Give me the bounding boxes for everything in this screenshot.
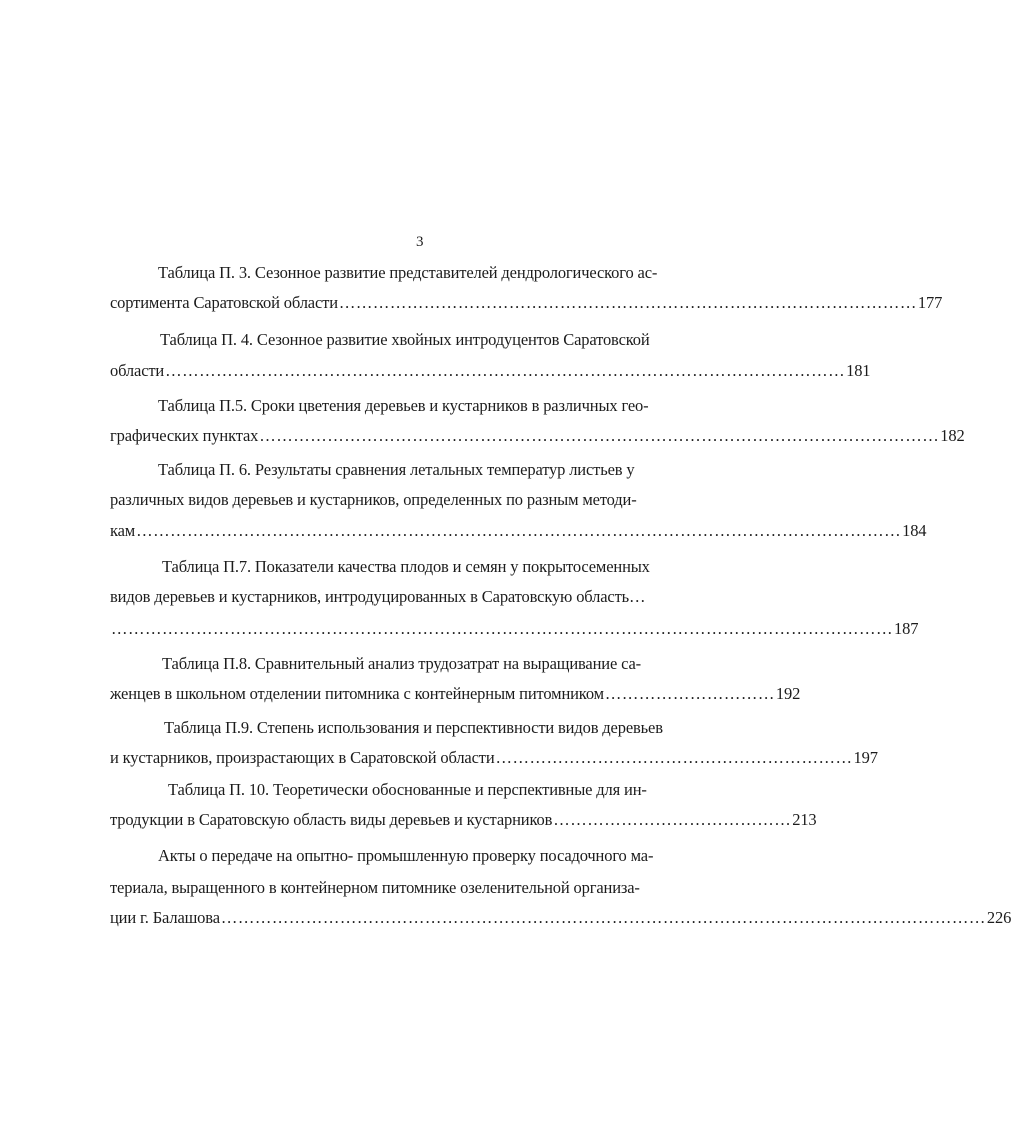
toc-entry-line: Таблица П. 4. Сезонное развитие хвойных интродуцентов Саратовской bbox=[160, 330, 650, 349]
toc-entry-line: Таблица П.8. Сравнительный анализ трудозатрат на выращивание са- bbox=[162, 654, 642, 673]
toc-page-number: 184 bbox=[902, 521, 927, 540]
toc-page-number: 213 bbox=[792, 810, 817, 829]
toc-page-number: 187 bbox=[894, 619, 919, 638]
toc-page-number: 181 bbox=[846, 361, 871, 380]
toc-entry-line: Акты о передаче на опытно- промышленную проверку посадочного ма- bbox=[158, 846, 654, 865]
toc-entry-last-line bbox=[110, 619, 919, 639]
dot-leader: ……………………………………………………………………………………………………………………… bbox=[220, 908, 986, 927]
toc-page-number: 177 bbox=[917, 293, 943, 312]
toc-entry-text: женцев в школьном отделении питомника с контейнерным питомником bbox=[110, 684, 604, 703]
toc-entry-last-line bbox=[110, 810, 817, 830]
dot-leader: ……………………………………………………… bbox=[495, 748, 853, 767]
toc-entry-text: и кустарников, произрастающих в Саратовской области bbox=[110, 748, 495, 767]
dot-leader: ………………………………………………………………………………………… bbox=[338, 293, 917, 312]
dot-leader: ………………………………………………………………………………………………………… bbox=[165, 361, 846, 380]
toc-entry-line: териала, выращенного в контейнерном питомнике озеленительной организа- bbox=[110, 878, 640, 897]
toc-entry-line: Таблица П. 10. Теоретически обоснованные и перспективные для ин- bbox=[168, 780, 647, 799]
toc-entry-last-line bbox=[110, 521, 927, 541]
dot-leader: ………………………………………………………………………………………………………… bbox=[259, 426, 940, 445]
dot-leader: ………………………………………………………………………………………………………………………… bbox=[111, 619, 893, 638]
toc-entry-line: Таблица П. 3. Сезонное развитие представителей дендрологического ас- bbox=[158, 263, 658, 282]
toc-entry-last-line bbox=[110, 748, 878, 768]
toc-page-number: 226 bbox=[986, 908, 1011, 927]
toc-entry-line: Таблица П.5. Сроки цветения деревьев и кустарников в различных гео- bbox=[158, 396, 649, 415]
toc-entry-line: Таблица П. 6. Результаты сравнения летальных температур листьев у bbox=[158, 460, 635, 479]
toc-entry-last-line bbox=[110, 908, 1011, 928]
page-number: 3 bbox=[416, 234, 424, 250]
toc-entry-text: кам bbox=[110, 521, 136, 540]
toc-entry-last-line bbox=[110, 684, 801, 704]
dot-leader: ………………………… bbox=[604, 684, 775, 703]
toc-entry-last-line bbox=[110, 293, 943, 313]
toc-page-number: 182 bbox=[940, 426, 965, 445]
toc-page-number: 192 bbox=[775, 684, 801, 703]
dot-leader: ……………………………………………………………………………………………………………………… bbox=[136, 521, 902, 540]
toc-entry-line: различных видов деревьев и кустарников, определенных по разным методи- bbox=[110, 490, 637, 509]
toc-entry-line: Таблица П.9. Степень использования и перспективности видов деревьев bbox=[164, 718, 663, 737]
toc-entry-text: области bbox=[110, 361, 165, 380]
toc-entry-last-line bbox=[110, 361, 871, 381]
toc-entry-text: сортимента Саратовской области bbox=[110, 293, 338, 312]
toc-entry-text: графических пунктах bbox=[110, 426, 259, 445]
dot-leader: …………………………………… bbox=[553, 810, 792, 829]
toc-entry-text: ции г. Балашова bbox=[110, 908, 220, 927]
toc-page-number: 197 bbox=[853, 748, 878, 767]
toc-entry-text: тродукции в Саратовскую область виды деревьев и кустарников bbox=[110, 810, 553, 829]
toc-entry-line: Таблица П.7. Показатели качества плодов и семян у покрытосеменных bbox=[162, 557, 650, 576]
toc-entry-line: видов деревьев и кустарников, интродуцированных в Саратовскую область… bbox=[110, 587, 646, 606]
toc-entry-last-line bbox=[110, 426, 965, 446]
